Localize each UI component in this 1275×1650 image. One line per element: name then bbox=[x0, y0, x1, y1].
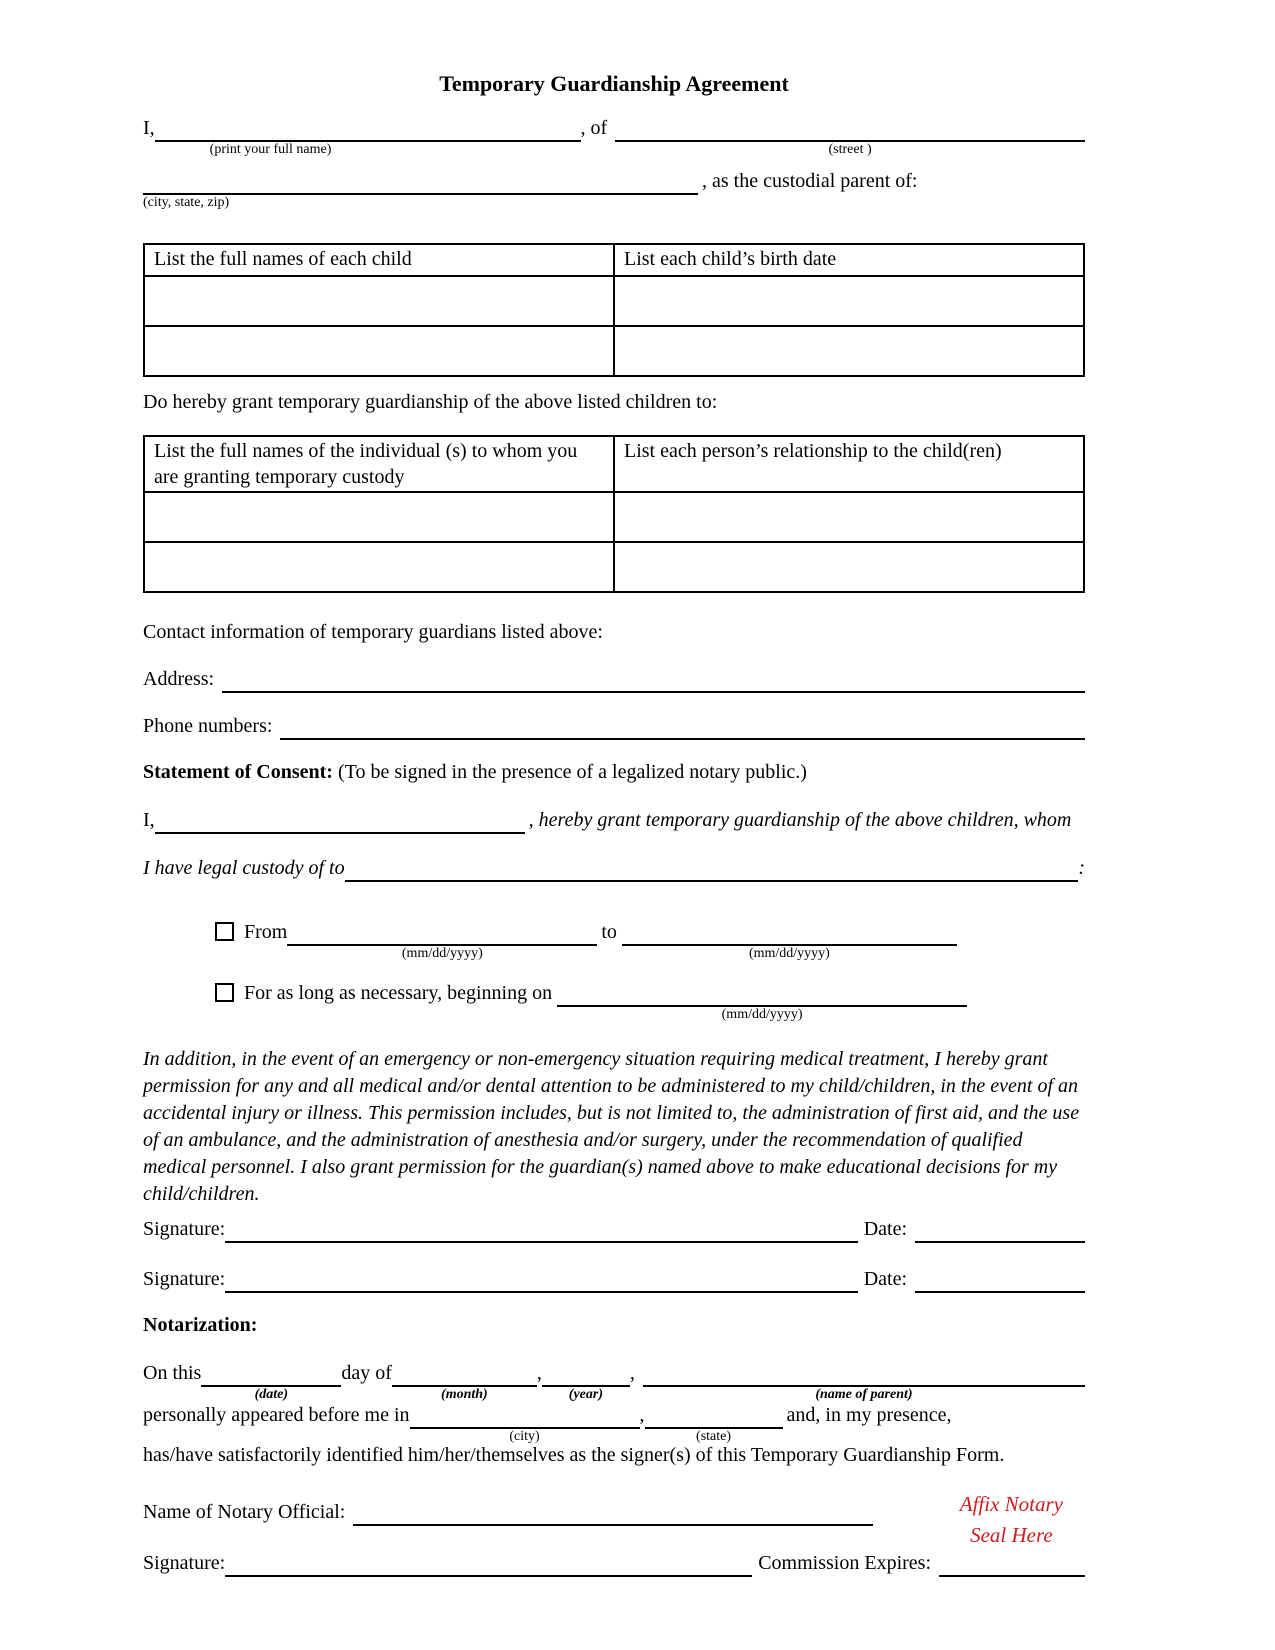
relationship-cell[interactable] bbox=[614, 492, 1084, 542]
to-date-blank[interactable] bbox=[622, 919, 957, 961]
children-table bbox=[143, 243, 1085, 377]
print-name-caption: (print your full name) bbox=[209, 142, 332, 157]
parent-caption: (name of parent) bbox=[815, 1387, 913, 1402]
signature-label: Signature: bbox=[143, 1268, 226, 1290]
consent-heading-rest: (To be signed in the presence of a legalized notary public.) bbox=[332, 761, 807, 783]
relationship-header: List each person’s relationship to the child(ren) bbox=[614, 436, 1084, 492]
identified-statement: has/have satisfactorily identified him/her/themselves as the signer(s) of this Temporary Guardianship Form. bbox=[143, 1444, 1005, 1466]
address-blank[interactable] bbox=[222, 666, 1085, 693]
consent-line-1 bbox=[143, 807, 1085, 834]
children-table-header-row bbox=[144, 244, 1084, 276]
notary-signature-row bbox=[143, 1550, 1085, 1577]
period-option-row bbox=[215, 919, 1085, 961]
children-names-header: List the full names of each child bbox=[144, 244, 614, 276]
date-caption: (date) bbox=[254, 1387, 289, 1402]
phone-label: Phone numbers: bbox=[143, 715, 273, 737]
notary-officials-block bbox=[143, 1492, 1085, 1577]
from-label: From bbox=[244, 921, 288, 943]
child-birthdate-cell[interactable] bbox=[614, 326, 1084, 376]
from-date-blank[interactable] bbox=[287, 919, 597, 961]
city-state-zip-caption: (city, state, zip) bbox=[143, 195, 230, 210]
page-title: Temporary Guardianship Agreement bbox=[439, 71, 789, 96]
duration-label: For as long as necessary, beginning on bbox=[244, 982, 558, 1004]
notary-name-row bbox=[143, 1499, 1085, 1526]
date-label: Date: bbox=[863, 1268, 907, 1290]
child-name-cell[interactable] bbox=[144, 276, 614, 326]
table-row bbox=[144, 276, 1084, 326]
parent-name-blank[interactable] bbox=[155, 807, 525, 834]
state-blank[interactable] bbox=[645, 1402, 783, 1444]
date-blank[interactable] bbox=[915, 1216, 1085, 1243]
commission-label: Commission Expires: bbox=[758, 1552, 932, 1574]
notary-date-row bbox=[143, 1360, 1085, 1402]
notary-location-row bbox=[143, 1402, 1085, 1444]
year-blank[interactable] bbox=[542, 1360, 630, 1402]
signature-row-2 bbox=[143, 1266, 1085, 1293]
guardian-name-cell[interactable] bbox=[144, 492, 614, 542]
intro-line-1 bbox=[143, 115, 1085, 157]
consent-heading-bold: Statement of Consent: bbox=[143, 761, 333, 783]
duration-option-row bbox=[215, 980, 1085, 1022]
parent-name-blank[interactable] bbox=[643, 1360, 1085, 1402]
address-label: Address: bbox=[143, 668, 215, 690]
table-row bbox=[144, 326, 1084, 376]
year-caption: (year) bbox=[568, 1387, 603, 1402]
street-blank[interactable] bbox=[615, 115, 1085, 157]
guardian-name-cell[interactable] bbox=[144, 542, 614, 592]
phone-blank[interactable] bbox=[280, 713, 1085, 740]
notary-seal-note bbox=[960, 1489, 1063, 1551]
on-this-label: On this bbox=[143, 1362, 202, 1384]
begin-date-blank[interactable] bbox=[557, 980, 967, 1022]
month-caption: (month) bbox=[441, 1387, 488, 1402]
month-blank[interactable] bbox=[392, 1360, 537, 1402]
custodial-parent-text: , as the custodial parent of: bbox=[702, 170, 918, 192]
child-birthdate-cell[interactable] bbox=[614, 276, 1084, 326]
date-format-caption: (mm/dd/yyyy) bbox=[721, 1007, 803, 1022]
comma: , bbox=[536, 1362, 542, 1384]
birth-dates-header: List each child’s birth date bbox=[614, 244, 1084, 276]
phone-row bbox=[143, 713, 1085, 740]
table-row bbox=[144, 492, 1084, 542]
date-label: Date: bbox=[863, 1218, 907, 1240]
city-state-zip-blank[interactable] bbox=[143, 168, 698, 210]
street-caption: (street ) bbox=[828, 142, 872, 157]
signature-label: Signature: bbox=[143, 1552, 226, 1574]
full-name-blank[interactable] bbox=[155, 115, 581, 157]
guardians-table bbox=[143, 435, 1085, 593]
intro-line-2 bbox=[143, 168, 1085, 210]
date-blank[interactable] bbox=[915, 1266, 1085, 1293]
state-caption: (state) bbox=[696, 1429, 732, 1444]
day-blank[interactable] bbox=[201, 1360, 341, 1402]
signature-label: Signature: bbox=[143, 1218, 226, 1240]
notary-name-label: Name of Notary Official: bbox=[143, 1501, 346, 1523]
grant-statement: Do hereby grant temporary guardianship of the above listed children to: bbox=[143, 391, 718, 413]
signature-row-1 bbox=[143, 1216, 1085, 1243]
date-format-caption: (mm/dd/yyyy) bbox=[401, 946, 483, 961]
to-label: to bbox=[601, 921, 622, 943]
colon: : bbox=[1078, 857, 1085, 879]
of-label: , of bbox=[580, 117, 608, 139]
i-prefix: I, bbox=[143, 809, 155, 831]
notary-seal-line-2: Seal Here bbox=[970, 1523, 1053, 1547]
custody-text: I have legal custody of to bbox=[143, 857, 345, 879]
city-blank[interactable] bbox=[410, 1402, 640, 1444]
from-to-checkbox[interactable] bbox=[215, 922, 234, 941]
day-of-label: day of bbox=[341, 1362, 392, 1384]
medical-consent-paragraph: In addition, in the event of an emergency or non-emergency situation requiring medical treatment, I hereby grant permission for any and all medical and/or dental attention to be administered to my child/children, in the event of an accidental injury or illness. This permission includes, but is not limited to, the administration of first aid, and the use of an ambulance, and the administration of anesthesia and/or surgery, under the recommendation of qualified medical personnel. I also grant permission for the guardian(s) named above to make educational decisions for my child/children. bbox=[143, 1048, 1080, 1205]
i-prefix: I, bbox=[143, 117, 155, 139]
notarization-heading: Notarization: bbox=[143, 1314, 258, 1336]
commission-date-blank[interactable] bbox=[939, 1550, 1085, 1577]
child-name-cell[interactable] bbox=[144, 326, 614, 376]
signature-blank[interactable] bbox=[225, 1266, 857, 1293]
consent-line-2 bbox=[143, 855, 1085, 882]
notary-name-blank[interactable] bbox=[353, 1499, 873, 1526]
consent-grant-text: , hereby grant temporary guardianship of the above children, whom bbox=[528, 809, 1072, 831]
appeared-text: personally appeared before me in bbox=[143, 1404, 410, 1426]
comma: , bbox=[629, 1362, 635, 1384]
guardian-names-header: List the full names of the individual (s) to whom you are granting temporary custody bbox=[144, 436, 614, 492]
table-row bbox=[144, 542, 1084, 592]
city-caption: (city) bbox=[509, 1429, 540, 1444]
notary-seal-line-1: Affix Notary bbox=[959, 1492, 1063, 1516]
open-ended-checkbox[interactable] bbox=[215, 983, 234, 1002]
guardian-names-blank[interactable] bbox=[345, 855, 1079, 882]
notary-signature-blank[interactable] bbox=[225, 1550, 752, 1577]
consent-heading bbox=[143, 759, 1085, 786]
presence-text: and, in my presence, bbox=[786, 1404, 952, 1426]
comma: , bbox=[639, 1404, 645, 1426]
date-format-caption: (mm/dd/yyyy) bbox=[748, 946, 830, 961]
guardians-table-header-row bbox=[144, 436, 1084, 492]
address-row bbox=[143, 666, 1085, 693]
signature-blank[interactable] bbox=[225, 1216, 857, 1243]
contact-heading: Contact information of temporary guardians listed above: bbox=[143, 621, 603, 643]
relationship-cell[interactable] bbox=[614, 542, 1084, 592]
